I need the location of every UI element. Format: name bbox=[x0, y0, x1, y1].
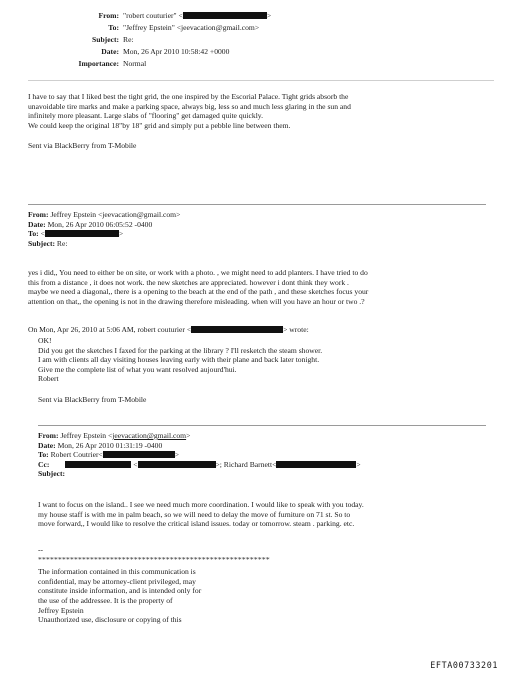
to-value: "Jeffrey Epstein" <jeevacation@gmail.com> bbox=[123, 23, 260, 32]
email-link[interactable]: jeevacation@gmail.com bbox=[112, 431, 187, 440]
body-line: We could keep the original 18"by 18" grid and simply put a pebble line between them. bbox=[28, 120, 291, 130]
body-line: I want to focus on the island.. I see we need much more coordination. I would like to speak with you today. bbox=[38, 500, 364, 509]
header-subject-row bbox=[0, 35, 512, 45]
msg3-cc-label: Cc: bbox=[38, 459, 50, 469]
redaction-bar bbox=[103, 451, 175, 458]
msg3-cc-tail: > bbox=[356, 459, 361, 469]
header-divider bbox=[28, 80, 494, 81]
msg2-from-label: From: bbox=[28, 210, 49, 219]
redaction-bar bbox=[276, 461, 356, 468]
header-from-row bbox=[0, 11, 512, 21]
disclaimer-line: Jeffrey Epstein bbox=[38, 605, 84, 615]
disclaimer-line: The information contained in this communication is bbox=[38, 567, 196, 577]
quote-intro bbox=[28, 325, 494, 335]
body-line: maybe we need a diagonal,, there is a opening to the beach at the end of the path , and these sketches focus your bbox=[28, 287, 369, 297]
disclaimer-line: Unauthorized use, disclosure or copying of this bbox=[38, 615, 182, 625]
msg3-from-name: Jeffrey Epstein < bbox=[60, 431, 113, 440]
msg3-cc-mid: < bbox=[133, 459, 138, 469]
date-value: Mon, 26 Apr 2010 10:58:42 +0000 bbox=[123, 47, 230, 56]
quote-divider-1 bbox=[28, 204, 486, 205]
msg2-date-label: Date: bbox=[28, 219, 46, 229]
msg2-to-label: To: bbox=[28, 229, 39, 239]
stars-line: ********************************************************** bbox=[38, 554, 270, 564]
message-body-3 bbox=[38, 500, 494, 529]
msg2-from-value: Jeffrey Epstein <jeevacation@gmail.com> bbox=[50, 210, 181, 219]
redaction-bar bbox=[138, 461, 216, 468]
document-id: EFTA00733201 bbox=[430, 660, 498, 670]
quote-line: I am with clients all day visiting houses leaving early with their plane and back later tonight. bbox=[38, 355, 320, 365]
body-line: infinitely more pleasant. Large slabs of "flooring" get damaged quite quickly. bbox=[28, 111, 264, 121]
msg2-subject-value: Re: bbox=[56, 238, 68, 248]
redaction-bar bbox=[45, 230, 119, 237]
msg3-date-value: Mon, 26 Apr 2010 01:31:19 -0400 bbox=[57, 440, 163, 450]
subject-value: Re: bbox=[123, 35, 134, 44]
redaction-bar bbox=[183, 12, 267, 19]
importance-value: Normal bbox=[123, 59, 147, 68]
msg3-to-value: Robert Coutrier< bbox=[50, 450, 103, 460]
msg3-subject-label: Subject: bbox=[38, 469, 65, 479]
msg3-to-tail: > bbox=[174, 450, 180, 460]
signature-block bbox=[38, 545, 494, 625]
body-line: attention on that,, the opening is not in the drawing therefore misleading. when will you have an hour or two .? bbox=[28, 296, 365, 306]
quote-line: OK! bbox=[38, 336, 52, 345]
subject-label: Subject: bbox=[92, 35, 119, 44]
msg3-to-label: To: bbox=[38, 450, 49, 460]
header-to-row bbox=[0, 23, 512, 33]
msg3-from-tail: > bbox=[186, 431, 191, 440]
redaction-bar bbox=[65, 461, 131, 468]
header-date-row bbox=[0, 47, 512, 57]
body-line: yes i did,, You need to either be on site, or work with a photo. , we might need to add planters. I have tried to do bbox=[28, 268, 368, 277]
from-tail: > bbox=[266, 11, 272, 20]
quote-intro-tail: > wrote: bbox=[283, 325, 309, 334]
msg2-subject-label: Subject: bbox=[28, 238, 55, 248]
header-importance-row bbox=[0, 59, 512, 69]
message-3-headers bbox=[38, 431, 494, 479]
disclaimer-line: the use of the addressee. It is the property of bbox=[38, 595, 173, 605]
to-label: To: bbox=[108, 23, 119, 32]
quote-divider-2 bbox=[38, 425, 486, 426]
quote-line: Give me the complete list of what you want resolved aujourd'hui. bbox=[38, 364, 237, 374]
quote-line: Did you get the sketches I faxed for the parking at the library ? I'll resketch the steam shower. bbox=[38, 345, 323, 355]
from-label: From: bbox=[98, 11, 119, 20]
msg3-cc-value: >; Richard Barnett< bbox=[215, 459, 277, 469]
quote-line: Robert bbox=[38, 374, 59, 384]
date-label: Date: bbox=[101, 47, 119, 56]
redaction-bar bbox=[191, 326, 283, 333]
message-body-1 bbox=[28, 92, 494, 151]
from-value: "robert couturier" < bbox=[123, 11, 183, 20]
msg2-to-tail: > bbox=[118, 229, 124, 239]
signature-dashes: -- bbox=[38, 545, 44, 554]
msg2-to-value: < bbox=[40, 229, 45, 239]
msg3-date-label: Date: bbox=[38, 440, 56, 450]
message-2-headers bbox=[28, 210, 494, 248]
quoted-message bbox=[38, 336, 494, 405]
body-line: this from a distance , it does not work. the new sketches are appreciated. however i dont think they work . bbox=[28, 277, 349, 287]
body-line: unavoidable tire marks and make a parking space, always big, less so and much less glaring in the sun and bbox=[28, 101, 351, 111]
importance-label: Importance: bbox=[78, 59, 119, 68]
body-line: I have to say that I liked best the tight grid, the one inspired by the Escorial Palace. Tight grids absorb the bbox=[28, 92, 349, 101]
body-line: move forward,, I would like to resolve the critical island issues. today or tomorrow. steam . parking. etc. bbox=[38, 519, 355, 529]
quote-intro-text: On Mon, Apr 26, 2010 at 5:06 AM, robert couturier < bbox=[28, 325, 192, 334]
message-body-2 bbox=[28, 268, 494, 306]
sent-via-line: Sent via BlackBerry from T-Mobile bbox=[38, 394, 147, 404]
disclaimer-line: constitute inside information, and is intended only for bbox=[38, 586, 202, 596]
body-line: my house staff is with me in palm beach, so we will need to delay the move of furniture on 71 st. So to bbox=[38, 509, 351, 519]
disclaimer-line: confidential, may be attorney-client privileged, may bbox=[38, 576, 196, 586]
sent-via-line: Sent via BlackBerry from T-Mobile bbox=[28, 141, 137, 151]
msg3-from-label: From: bbox=[38, 431, 59, 440]
msg2-date-value: Mon, 26 Apr 2010 06:05:52 -0400 bbox=[47, 219, 153, 229]
